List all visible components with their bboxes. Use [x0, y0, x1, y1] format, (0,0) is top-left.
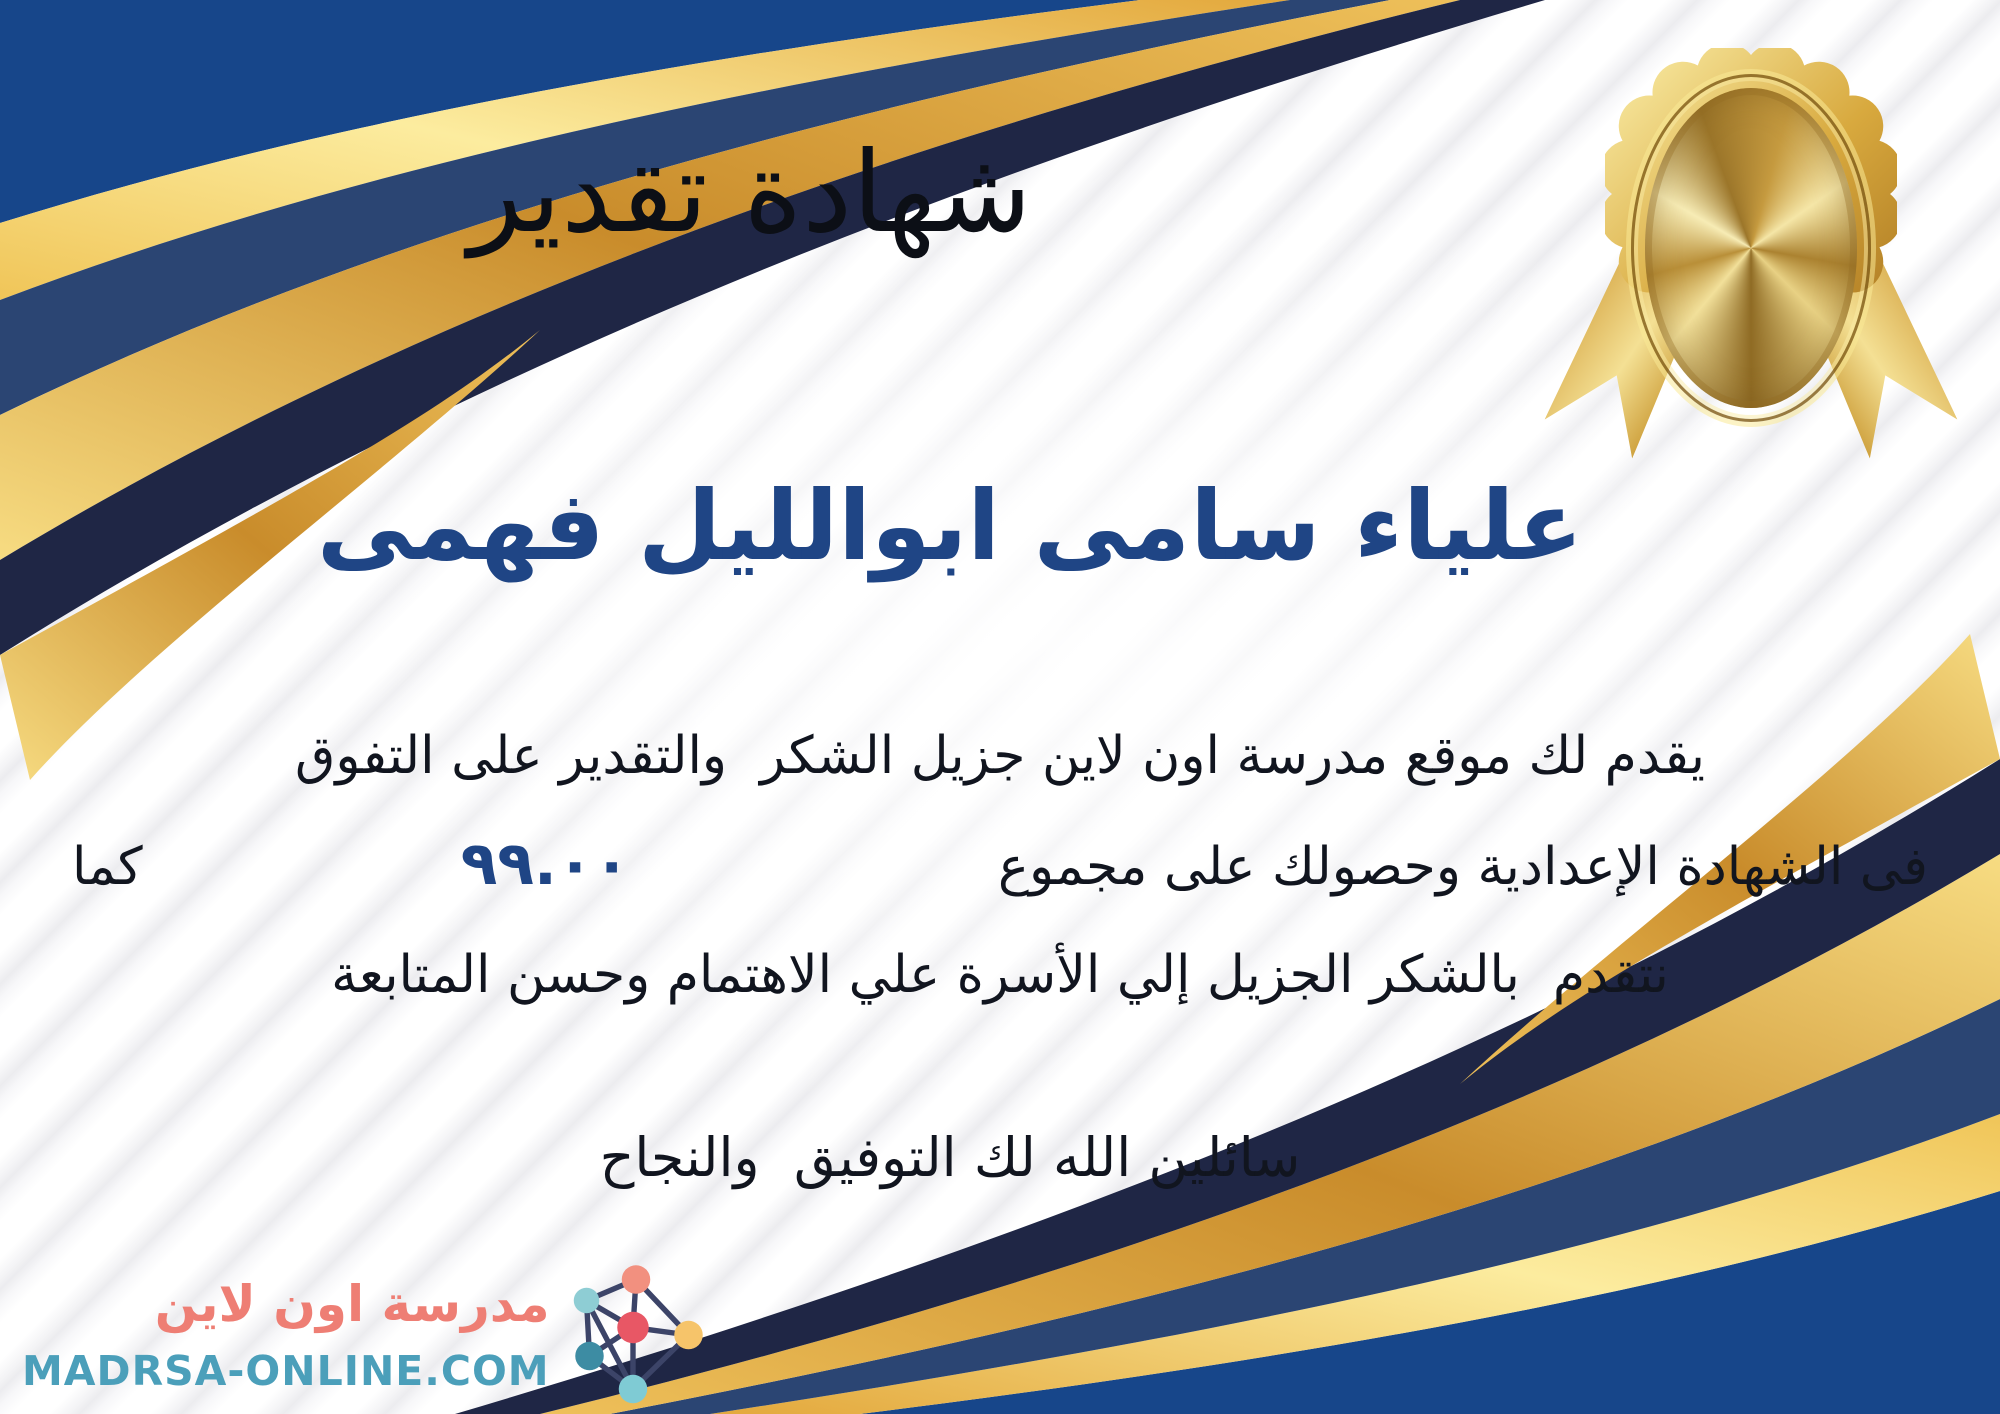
- certificate-body: [60, 702, 1940, 1029]
- logo-text: [22, 1268, 550, 1402]
- swoosh-top-left: [0, 0, 1545, 780]
- certificate-title: شهادة تقدير: [468, 128, 1032, 258]
- site-logo: [22, 1260, 708, 1410]
- student-name: علياء سامى ابوالليل فهمى: [316, 470, 1584, 582]
- body-line-1: يقدم لك موقع مدرسة اون لاين جزيل الشكر والتقدير على التفوق: [295, 726, 1705, 786]
- body-line-2-tail: كما: [72, 837, 143, 897]
- body-line-2-text: فى الشهادة الإعدادية وحصولك على مجموع: [998, 837, 1928, 897]
- body-line-3: نتقدم بالشكر الجزيل إلي الأسرة علي الاهتمام وحسن المتابعة: [331, 945, 1669, 1005]
- closing-line: سائلين الله لك التوفيق والنجاح: [599, 1126, 1301, 1189]
- logo-name-arabic: مدرسة اون لاين: [154, 1275, 550, 1333]
- medal-disc-icon: [1645, 88, 1857, 408]
- network-graph-icon: [558, 1260, 708, 1410]
- logo-website: MADRSA-ONLINE.COM: [22, 1347, 550, 1395]
- score-value: ٩٩.٠٠: [460, 829, 630, 899]
- body-line-2: [60, 810, 1940, 921]
- gold-medal: [1605, 48, 1897, 448]
